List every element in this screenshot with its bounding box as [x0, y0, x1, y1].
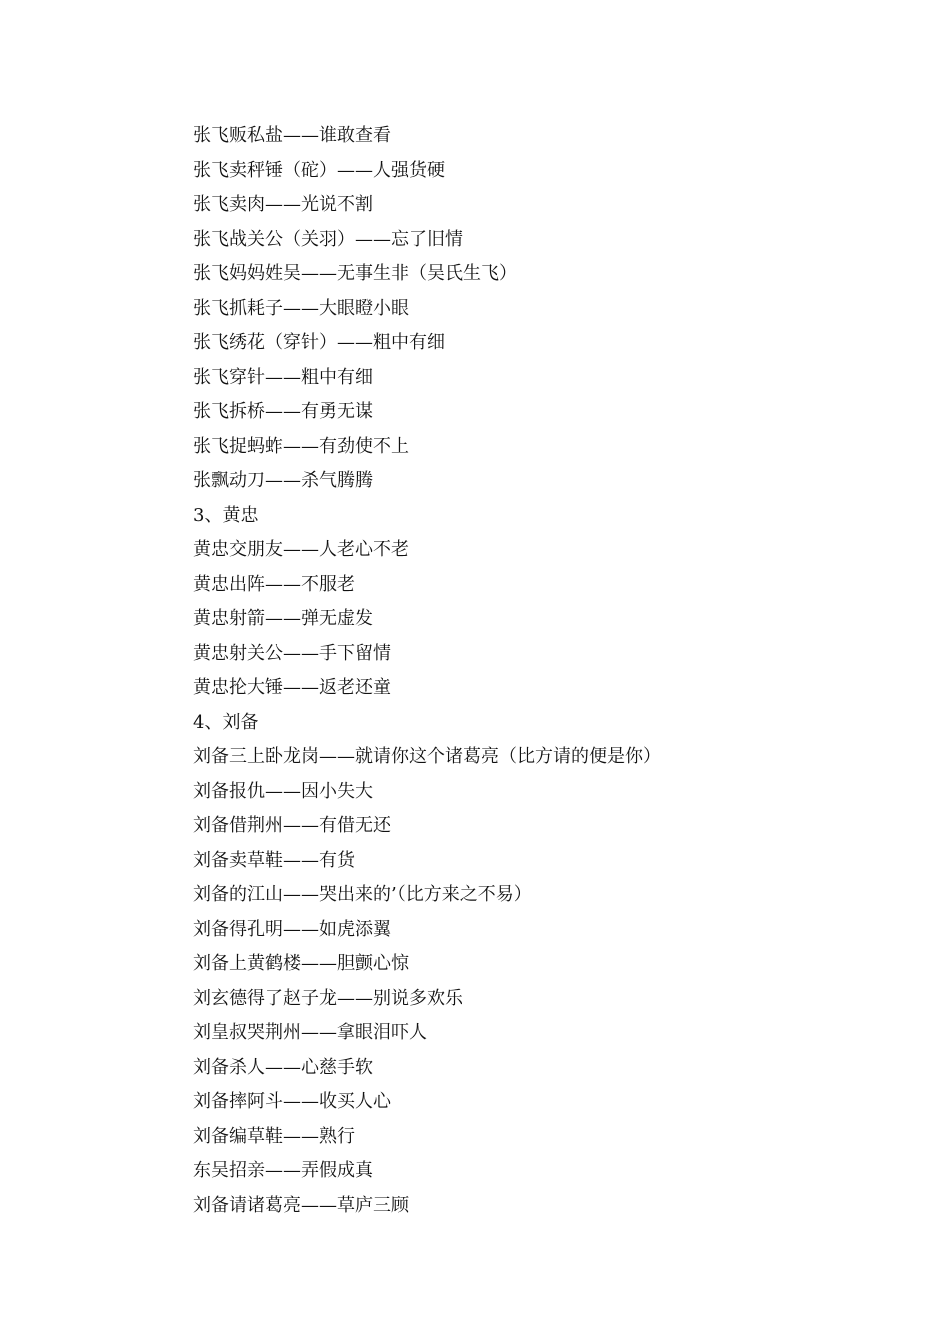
text-line: 张飞抓耗子——大眼瞪小眼 [193, 297, 409, 319]
text-line: 黄忠交朋友——人老心不老 [193, 539, 409, 560]
text-line: 张飞卖肉——光说不割 [193, 194, 373, 215]
text-line: 张飞战关公（关羽）——忘了旧情 [193, 228, 463, 250]
section-heading: 3、黄忠 [193, 504, 259, 526]
text-line: 黄忠抡大锤——返老还童 [193, 677, 391, 698]
text-line: 刘备摔阿斗——收买人心 [193, 1091, 391, 1112]
text-line: 刘备借荆州——有借无还 [193, 815, 391, 836]
text-line: 张飞妈妈姓吴——无事生非（吴氏生飞） [193, 263, 517, 284]
text-line: 张飞拆桥——有勇无谋 [193, 401, 373, 422]
text-line: 刘皇叔哭荆州——拿眼泪吓人 [193, 1022, 427, 1043]
text-line: 刘备报仇——因小失大 [193, 780, 373, 802]
text-line: 张飞捉蚂蚱——有劲使不上 [193, 435, 409, 457]
text-line: 张飞贩私盐——谁敢查看 [193, 125, 391, 146]
text-line: 张飞穿针——粗中有细 [193, 366, 373, 388]
text-line: 刘玄德得了赵子龙——别说多欢乐 [193, 987, 463, 1009]
text-line: 黄忠射箭——弹无虚发 [193, 608, 373, 629]
text-line: 刘备杀人——心慈手软 [193, 1056, 373, 1078]
text-line: 刘备三上卧龙岗——就请你这个诸葛亮（比方请的便是你） [193, 746, 661, 767]
text-line: 张飞绣花（穿针）——粗中有细 [193, 332, 445, 353]
text-line: 刘备卖草鞋——有货 [193, 849, 355, 871]
text-line: 张飞卖秤锤（砣）——人强货硬 [193, 159, 445, 181]
section-heading: 4、刘备 [193, 711, 259, 733]
text-line: 刘备编草鞋——熟行 [193, 1125, 355, 1147]
text-line: 刘备请诸葛亮——草庐三顾 [193, 1194, 409, 1216]
text-line: 刘备得孔明——如虎添翼 [193, 918, 391, 940]
text-line: 黄忠射关公——手下留情 [193, 642, 391, 664]
text-line: 东吴招亲——弄假成真 [193, 1160, 373, 1181]
document-body [193, 119, 893, 1223]
text-line: 刘备的江山——哭出来的’（比方来之不易） [193, 884, 532, 905]
text-line: 张飘动刀——杀气腾腾 [193, 470, 373, 491]
text-line: 黄忠出阵——不服老 [193, 573, 355, 595]
text-line: 刘备上黄鹤楼——胆颤心惊 [193, 953, 409, 974]
